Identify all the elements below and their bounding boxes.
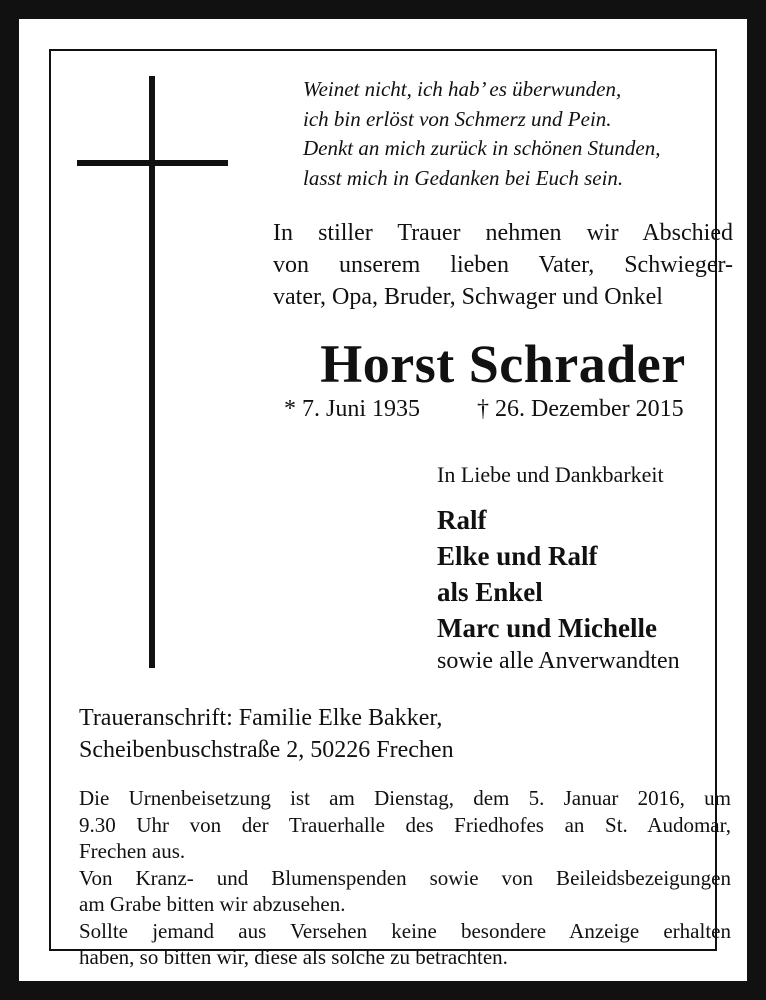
- intro-line: von unserem lieben Vater, Schwieger-: [273, 252, 733, 278]
- info-line: Frechen aus.: [79, 839, 186, 863]
- deceased-name: Horst Schrader: [320, 334, 686, 394]
- address-line: Traueranschrift: Familie Elke Bakker,: [79, 705, 443, 731]
- poem-line: lasst mich in Gedanken bei Euch sein.: [303, 165, 624, 190]
- mourner-name: als Enkel: [437, 577, 543, 607]
- info-line: Sollte jemand aus Versehen keine besondere Anzeige erhalten: [79, 918, 731, 943]
- poem: [303, 75, 723, 193]
- address-line: Scheibenbuschstraße 2, 50226 Frechen: [79, 737, 454, 763]
- mourner-name: Ralf: [437, 505, 487, 535]
- mourner-name: Marc und Michelle: [437, 613, 657, 643]
- info-line: Die Urnenbeisetzung ist am Dienstag, dem 5. Januar 2016, um: [79, 786, 731, 810]
- intro-line: vater, Opa, Bruder, Schwager und Onkel: [273, 284, 663, 310]
- life-dates: [284, 394, 724, 424]
- info-line: Von Kranz- und Blumenspenden sowie von Beileidsbezeigungen: [79, 865, 731, 890]
- cross-horizontal-bar: [77, 160, 228, 166]
- poem-line: Denkt an mich zurück in schönen Stunden,: [303, 136, 661, 160]
- intro-line: In stiller Trauer nehmen wir Abschied: [273, 220, 733, 246]
- death-date: † 26. Dezember 2015: [477, 396, 684, 422]
- poem-line: Weinet nicht, ich hab’ es überwunden,: [303, 77, 622, 101]
- mourners-closing: sowie alle Anverwandten: [437, 648, 680, 674]
- info-line: am Grabe bitten wir abzusehen.: [79, 892, 346, 916]
- mourners-intro: In Liebe und Dankbarkeit: [437, 462, 664, 487]
- birth-date: * 7. Juni 1935: [284, 396, 421, 422]
- mourners-list: [437, 502, 757, 676]
- info-line: 9.30 Uhr von der Trauerhalle des Friedhofes an St. Audomar,: [79, 812, 731, 837]
- poem-line: ich bin erlöst von Schmerz und Pein.: [303, 106, 612, 131]
- intro-text: [273, 217, 733, 313]
- mourner-name: Elke und Ralf: [437, 541, 598, 571]
- funeral-info: [79, 785, 731, 971]
- info-line: haben, so bitten wir, diese als solche zu betrachten.: [79, 945, 508, 969]
- mourning-address: [79, 702, 679, 766]
